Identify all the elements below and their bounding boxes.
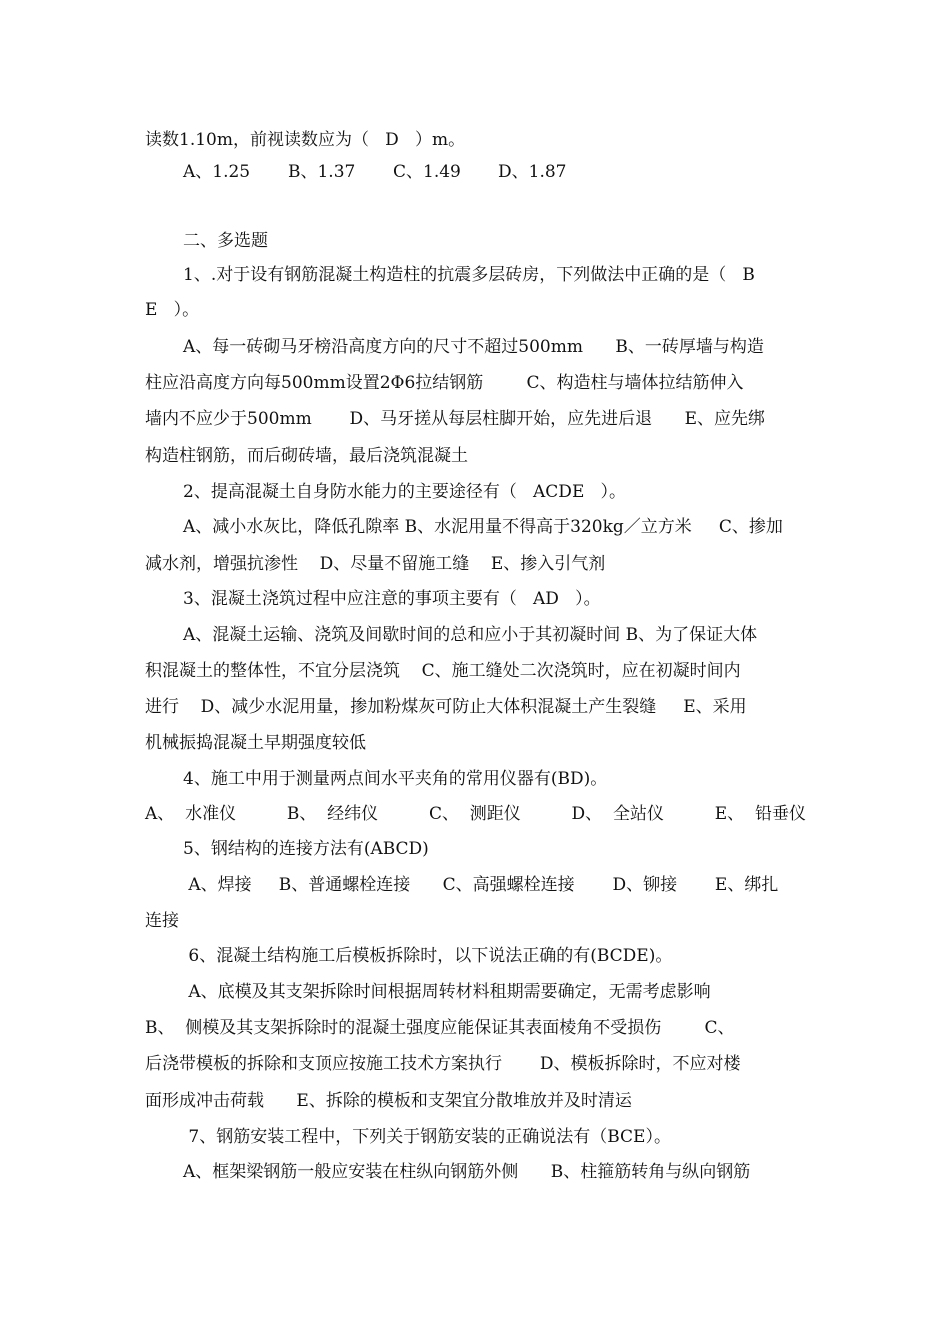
mq4-option-c: C、 测距仪 <box>428 804 521 824</box>
question-10-option-d: D、1.87 <box>498 162 567 182</box>
mq7-stem: 7、钢筋安装工程中，下列关于钢筋安装的正确说法有（BCE）。 <box>183 1127 671 1147</box>
mq1-options-line2: 柱应沿高度方向每500mm设置2Φ6拉结钢筋 C、构造柱与墙体拉结筋伸入 <box>145 373 744 393</box>
mq1-options-line1: A、每一砖砌马牙榜沿高度方向的尺寸不超过500mm B、一砖厚墙与构造 <box>183 337 764 357</box>
mq3-options-line2: 积混凝土的整体性，不宜分层浇筑 C、施工缝处二次浇筑时，应在初凝时间内 <box>145 661 741 681</box>
mq6-options-line4: 面形成冲击荷载 E、拆除的模板和支架宜分散堆放并及时清运 <box>145 1091 632 1111</box>
mq4-stem: 4、施工中用于测量两点间水平夹角的常用仪器有(BD)。 <box>183 769 608 789</box>
mq5-options-line2: 连接 <box>145 911 179 931</box>
mq7-options-line1: A、框架梁钢筋一般应安装在柱纵向钢筋外侧 B、柱箍筋转角与纵向钢筋 <box>183 1162 751 1182</box>
mq6-options-line3: 后浇带模板的拆除和支顶应按施工技术方案执行 D、模板拆除时，不应对楼 <box>145 1054 741 1074</box>
mq3-stem: 3、混凝土浇筑过程中应注意的事项主要有（ AD ）。 <box>183 589 601 609</box>
mq6-options-line1: A、底模及其支架拆除时间根据周转材料租期需要确定，无需考虑影响 <box>183 982 711 1002</box>
mq1-options-line4: 构造柱钢筋，而后砌砖墙，最后浇筑混凝土 <box>145 446 468 466</box>
mq1-options-line3: 墙内不应少于500mm D、马牙搓从每层柱脚开始，应先进后退 E、应先绑 <box>145 409 765 429</box>
question-10-option-b: B、1.37 <box>288 162 356 182</box>
mq6-options-line2: B、 侧模及其支架拆除时的混凝土强度应能保证其表面棱角不受损伤 C、 <box>145 1018 735 1038</box>
mq4-option-d: D、 全站仪 <box>571 804 664 824</box>
mq5-stem: 5、钢结构的连接方法有(ABCD) <box>183 839 429 859</box>
mq2-options-line2: 减水剂，增强抗渗性 D、尽量不留施工缝 E、掺入引气剂 <box>145 554 606 574</box>
mq4-option-b: B、 经纬仪 <box>286 804 379 824</box>
question-10-tail: 读数1.10m，前视读数应为（ D ）m。 <box>145 130 466 150</box>
mq4-option-e: E、 铅垂仪 <box>714 804 806 824</box>
section-title: 二、多选题 <box>183 231 268 251</box>
mq4-options <box>145 802 806 826</box>
mq1-stem-line1: 1、.对于设有钢筋混凝土构造柱的抗震多层砖房，下列做法中正确的是（ B <box>183 265 755 285</box>
mq2-stem: 2、提高混凝土自身防水能力的主要途径有（ ACDE ）。 <box>183 482 627 502</box>
question-10-option-a: A、1.25 <box>183 162 251 182</box>
mq3-options-line4: 机械振捣混凝土早期强度较低 <box>145 733 366 753</box>
mq1-stem-line2: E ）。 <box>145 300 200 320</box>
mq3-options-line1: A、混凝土运输、浇筑及间歇时间的总和应小于其初凝时间 B、为了保证大体 <box>183 625 758 645</box>
mq6-stem: 6、混凝土结构施工后模板拆除时，以下说法正确的有(BCDE)。 <box>183 946 673 966</box>
mq2-options-line1: A、减小水灰比，降低孔隙率 B、水泥用量不得高于320kg／立方米 C、掺加 <box>183 517 783 537</box>
question-10-option-c: C、1.49 <box>393 162 461 182</box>
mq5-options-line1: A、焊接 B、普通螺栓连接 C、高强螺栓连接 D、铆接 E、绑扎 <box>183 875 779 895</box>
mq3-options-line3: 进行 D、减少水泥用量，掺加粉煤灰可防止大体积混凝土产生裂缝 E、采用 <box>145 697 747 717</box>
mq4-option-a: A、 水准仪 <box>145 804 237 824</box>
